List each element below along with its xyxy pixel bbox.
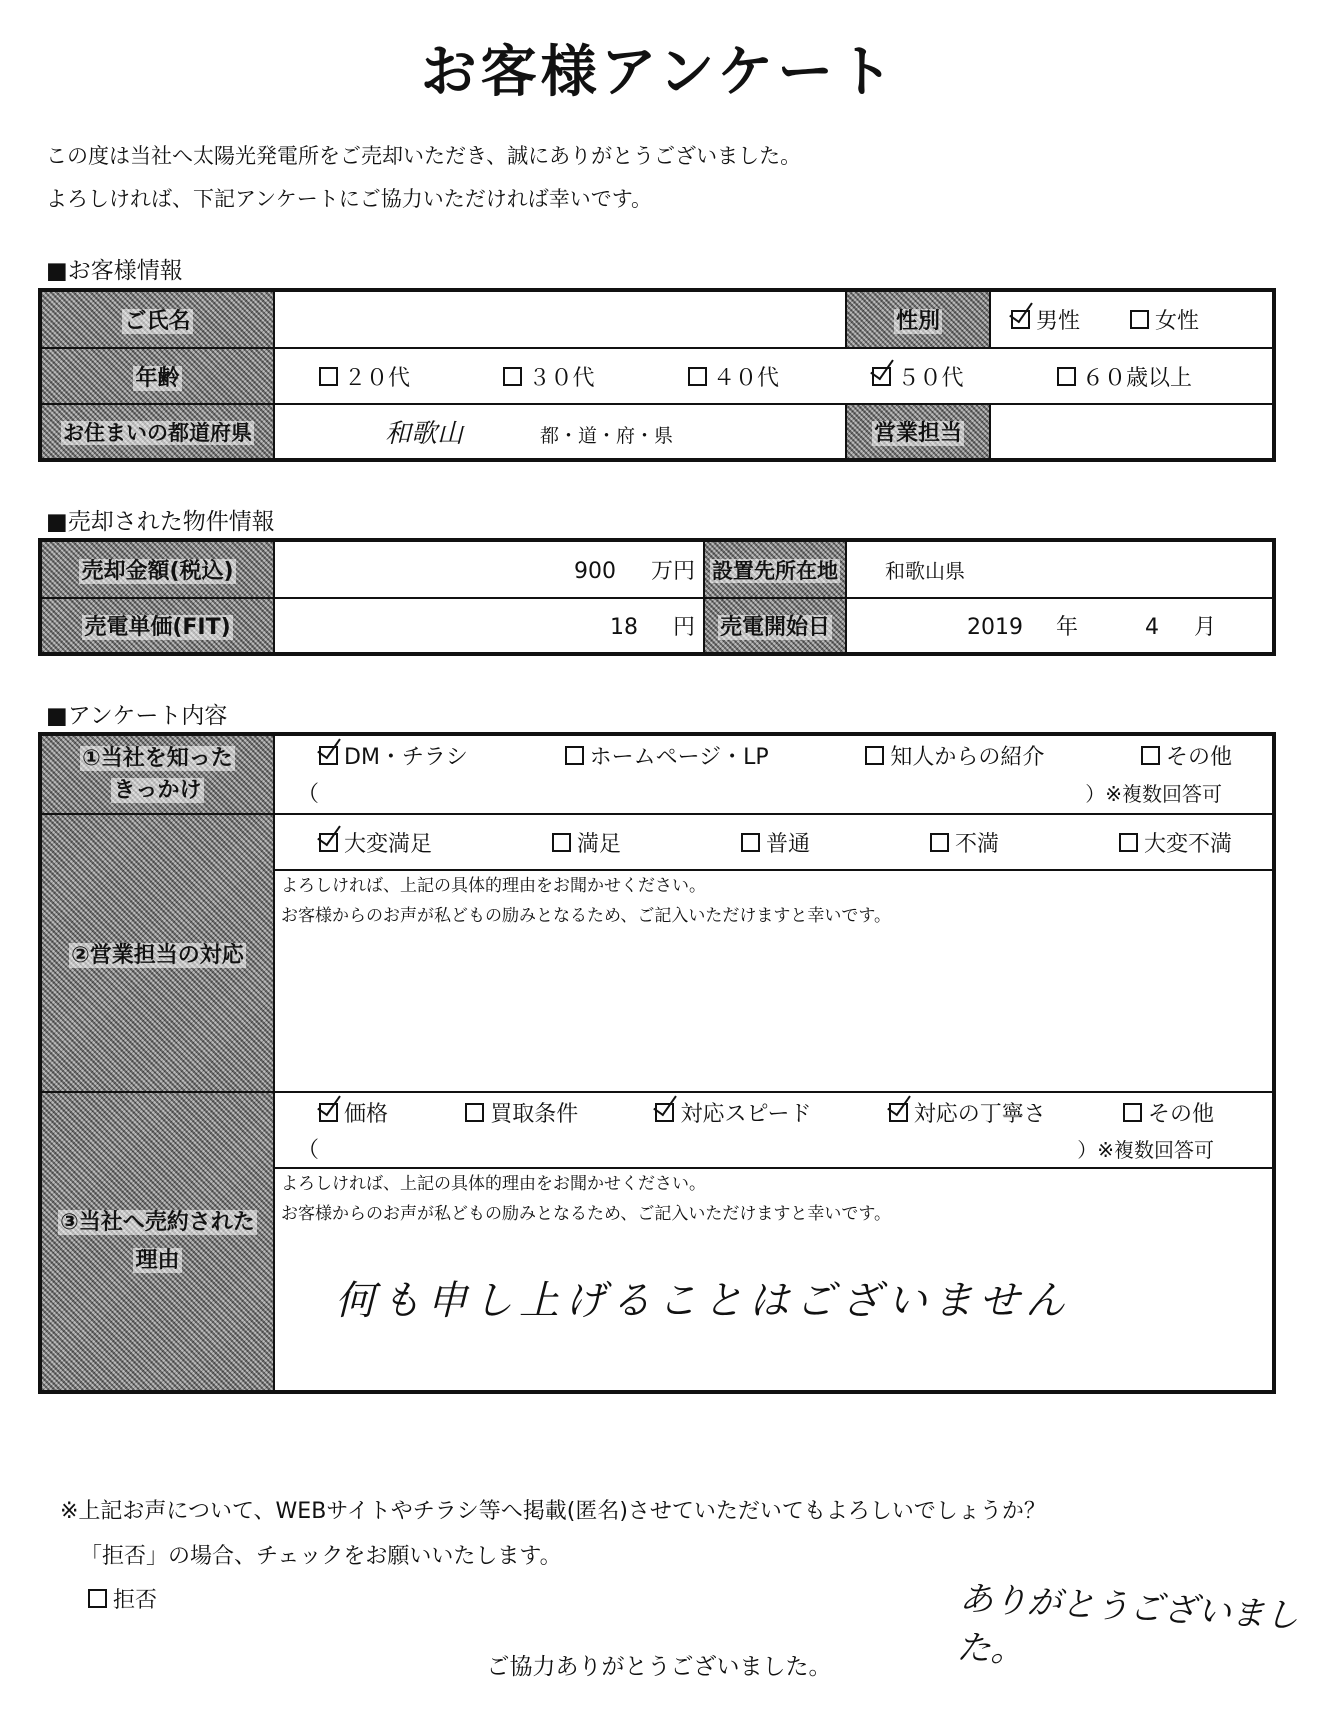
q3-option-purchase-terms[interactable]: 買取条件 bbox=[465, 1097, 578, 1128]
location-field[interactable] bbox=[846, 540, 1274, 598]
q3-label: ③当社へ売約された 理由 bbox=[40, 1092, 274, 1392]
checkbox-icon bbox=[872, 367, 891, 386]
checkbox-icon bbox=[503, 367, 522, 386]
survey-table bbox=[38, 732, 1276, 1394]
checkbox-icon bbox=[655, 1103, 674, 1122]
age-label: 年齢 bbox=[40, 348, 274, 404]
closing-message: ご協力ありがとうございました。 bbox=[486, 1654, 832, 1680]
q1-option-dm-flyer[interactable]: DM・チラシ bbox=[319, 740, 468, 771]
q1-option-homepage[interactable]: ホームページ・LP bbox=[565, 740, 769, 771]
start-month: 4 bbox=[1145, 615, 1160, 640]
q1-option-referral[interactable]: 知人からの紹介 bbox=[865, 740, 1044, 771]
q2-option-dissatisfied[interactable]: 不満 bbox=[930, 827, 999, 858]
checkbox-icon bbox=[930, 833, 949, 852]
q1-paren-open: （ bbox=[297, 782, 320, 807]
age-options bbox=[274, 348, 1274, 404]
q2-comment-box[interactable] bbox=[274, 870, 1274, 1092]
handwritten-thanks: ありがとうございました。 bbox=[955, 1578, 1300, 1672]
age-option-30s[interactable]: ３０代 bbox=[503, 361, 594, 392]
intro-line-1: この度は当社へ太陽光発電所をご売却いただき、誠にありがとうございました。 bbox=[46, 144, 802, 168]
gender-option-male[interactable]: 男性 bbox=[1011, 304, 1080, 335]
age-option-20s[interactable]: ２０代 bbox=[319, 361, 410, 392]
q2-answers bbox=[274, 814, 1274, 870]
fit-price-field[interactable] bbox=[274, 598, 704, 654]
q1-multi-answer-note: ）※複数回答可 bbox=[1085, 782, 1222, 806]
start-year: 2019 bbox=[967, 615, 1023, 640]
checkbox-icon bbox=[88, 1589, 107, 1608]
age-option-50s[interactable]: ５０代 bbox=[872, 361, 963, 392]
reject-option[interactable] bbox=[88, 1583, 157, 1614]
checkbox-icon bbox=[741, 833, 760, 852]
checkbox-icon bbox=[319, 1103, 338, 1122]
checkbox-icon bbox=[865, 746, 884, 765]
sale-price-value: 900 bbox=[573, 559, 616, 584]
checkbox-icon bbox=[465, 1103, 484, 1122]
q1-option-other[interactable]: その他 bbox=[1141, 740, 1232, 771]
checkbox-icon bbox=[1057, 367, 1076, 386]
year-unit: 年 bbox=[1056, 615, 1079, 640]
q2-option-neutral[interactable]: 普通 bbox=[741, 827, 810, 858]
location-value: 和歌山県 bbox=[885, 559, 965, 583]
checkbox-icon bbox=[1119, 833, 1138, 852]
checkbox-icon bbox=[319, 367, 338, 386]
q3-option-price[interactable]: 価格 bbox=[319, 1097, 388, 1128]
q1-label: ①当社を知った きっかけ bbox=[40, 734, 274, 814]
location-label: 設置先所在地 bbox=[704, 540, 846, 598]
q3-option-speed[interactable]: 対応スピード bbox=[655, 1097, 811, 1128]
prefecture-suffix: 都・道・府・県 bbox=[540, 425, 674, 447]
q3-answers bbox=[274, 1092, 1274, 1168]
checkbox-icon bbox=[319, 746, 338, 765]
gender-options bbox=[990, 290, 1274, 348]
q3-handwritten-comment: 何も申し上げることはございません bbox=[335, 1278, 1071, 1324]
age-option-60plus[interactable]: ６０歳以上 bbox=[1057, 361, 1192, 392]
consent-question: ※上記お声について、WEBサイトやチラシ等へ掲載(匿名)させていただいてもよろしいでしょうか？ bbox=[60, 1499, 1046, 1524]
fit-price-label: 売電単価(FIT) bbox=[40, 598, 274, 654]
reject-label: 拒否 bbox=[113, 1588, 158, 1613]
customer-info-table bbox=[38, 288, 1276, 462]
checkbox-icon bbox=[1141, 746, 1160, 765]
month-unit: 月 bbox=[1194, 615, 1217, 640]
q3-option-other[interactable]: その他 bbox=[1123, 1097, 1214, 1128]
q2-reason-prompt-2: お客様からのお声が私どもの励みとなるため、ご記入いただけますと幸いです。 bbox=[281, 906, 891, 926]
q3-multi-answer-note: ）※複数回答可 bbox=[1077, 1137, 1214, 1162]
property-section-heading: ■売却された物件情報 bbox=[46, 509, 275, 535]
prefecture-label: お住まいの都道府県 bbox=[40, 404, 274, 460]
q3-paren-open: （ bbox=[297, 1137, 320, 1163]
customer-section-heading: ■お客様情報 bbox=[46, 258, 183, 284]
sales-rep-label: 営業担当 bbox=[846, 404, 990, 460]
consent-instruction: 「拒否」の場合、チェックをお願いいたします。 bbox=[80, 1544, 562, 1569]
q3-option-politeness[interactable]: 対応の丁寧さ bbox=[889, 1097, 1046, 1128]
gender-label: 性別 bbox=[846, 290, 990, 348]
checkbox-icon bbox=[1011, 310, 1030, 329]
checkbox-icon bbox=[319, 833, 338, 852]
sale-price-field[interactable] bbox=[274, 540, 704, 598]
property-info-table bbox=[38, 538, 1276, 656]
q3-reason-prompt-2: お客様からのお声が私どもの励みとなるため、ご記入いただけますと幸いです。 bbox=[281, 1204, 891, 1224]
q2-reason-prompt-1: よろしければ、上記の具体的理由をお聞かせください。 bbox=[281, 876, 706, 896]
checkbox-icon bbox=[565, 746, 584, 765]
checkbox-icon bbox=[688, 367, 707, 386]
prefecture-field[interactable] bbox=[274, 404, 846, 460]
q1-answers bbox=[274, 734, 1274, 814]
q2-option-very-dissatisfied[interactable]: 大変不満 bbox=[1119, 827, 1232, 858]
age-option-40s[interactable]: ４０代 bbox=[688, 361, 779, 392]
q2-option-very-satisfied[interactable]: 大変満足 bbox=[319, 827, 432, 858]
form-title: お客様アンケート bbox=[420, 40, 898, 105]
start-date-field[interactable] bbox=[846, 598, 1274, 654]
checkbox-icon bbox=[889, 1103, 908, 1122]
gender-option-female[interactable]: 女性 bbox=[1130, 304, 1199, 335]
name-field[interactable] bbox=[274, 290, 846, 348]
start-date-label: 売電開始日 bbox=[704, 598, 846, 654]
sales-rep-field[interactable] bbox=[990, 404, 1274, 460]
sale-price-unit: 万円 bbox=[650, 559, 695, 584]
survey-section-heading: ■アンケート内容 bbox=[46, 703, 228, 729]
fit-price-unit: 円 bbox=[672, 615, 695, 640]
name-label: ご氏名 bbox=[40, 290, 274, 348]
checkbox-icon bbox=[1130, 310, 1149, 329]
q3-reason-prompt-1: よろしければ、上記の具体的理由をお聞かせください。 bbox=[281, 1174, 706, 1194]
q2-option-satisfied[interactable]: 満足 bbox=[552, 827, 621, 858]
sale-price-label: 売却金額(税込) bbox=[40, 540, 274, 598]
intro-line-2: よろしければ、下記アンケートにご協力いただければ幸いです。 bbox=[46, 187, 653, 211]
q3-comment-box[interactable] bbox=[274, 1168, 1274, 1392]
q2-label: ②営業担当の対応 bbox=[40, 814, 274, 1092]
checkbox-icon bbox=[1123, 1103, 1142, 1122]
fit-price-value: 18 bbox=[609, 615, 638, 640]
prefecture-value: 和歌山 bbox=[385, 419, 464, 449]
checkbox-icon bbox=[552, 833, 571, 852]
